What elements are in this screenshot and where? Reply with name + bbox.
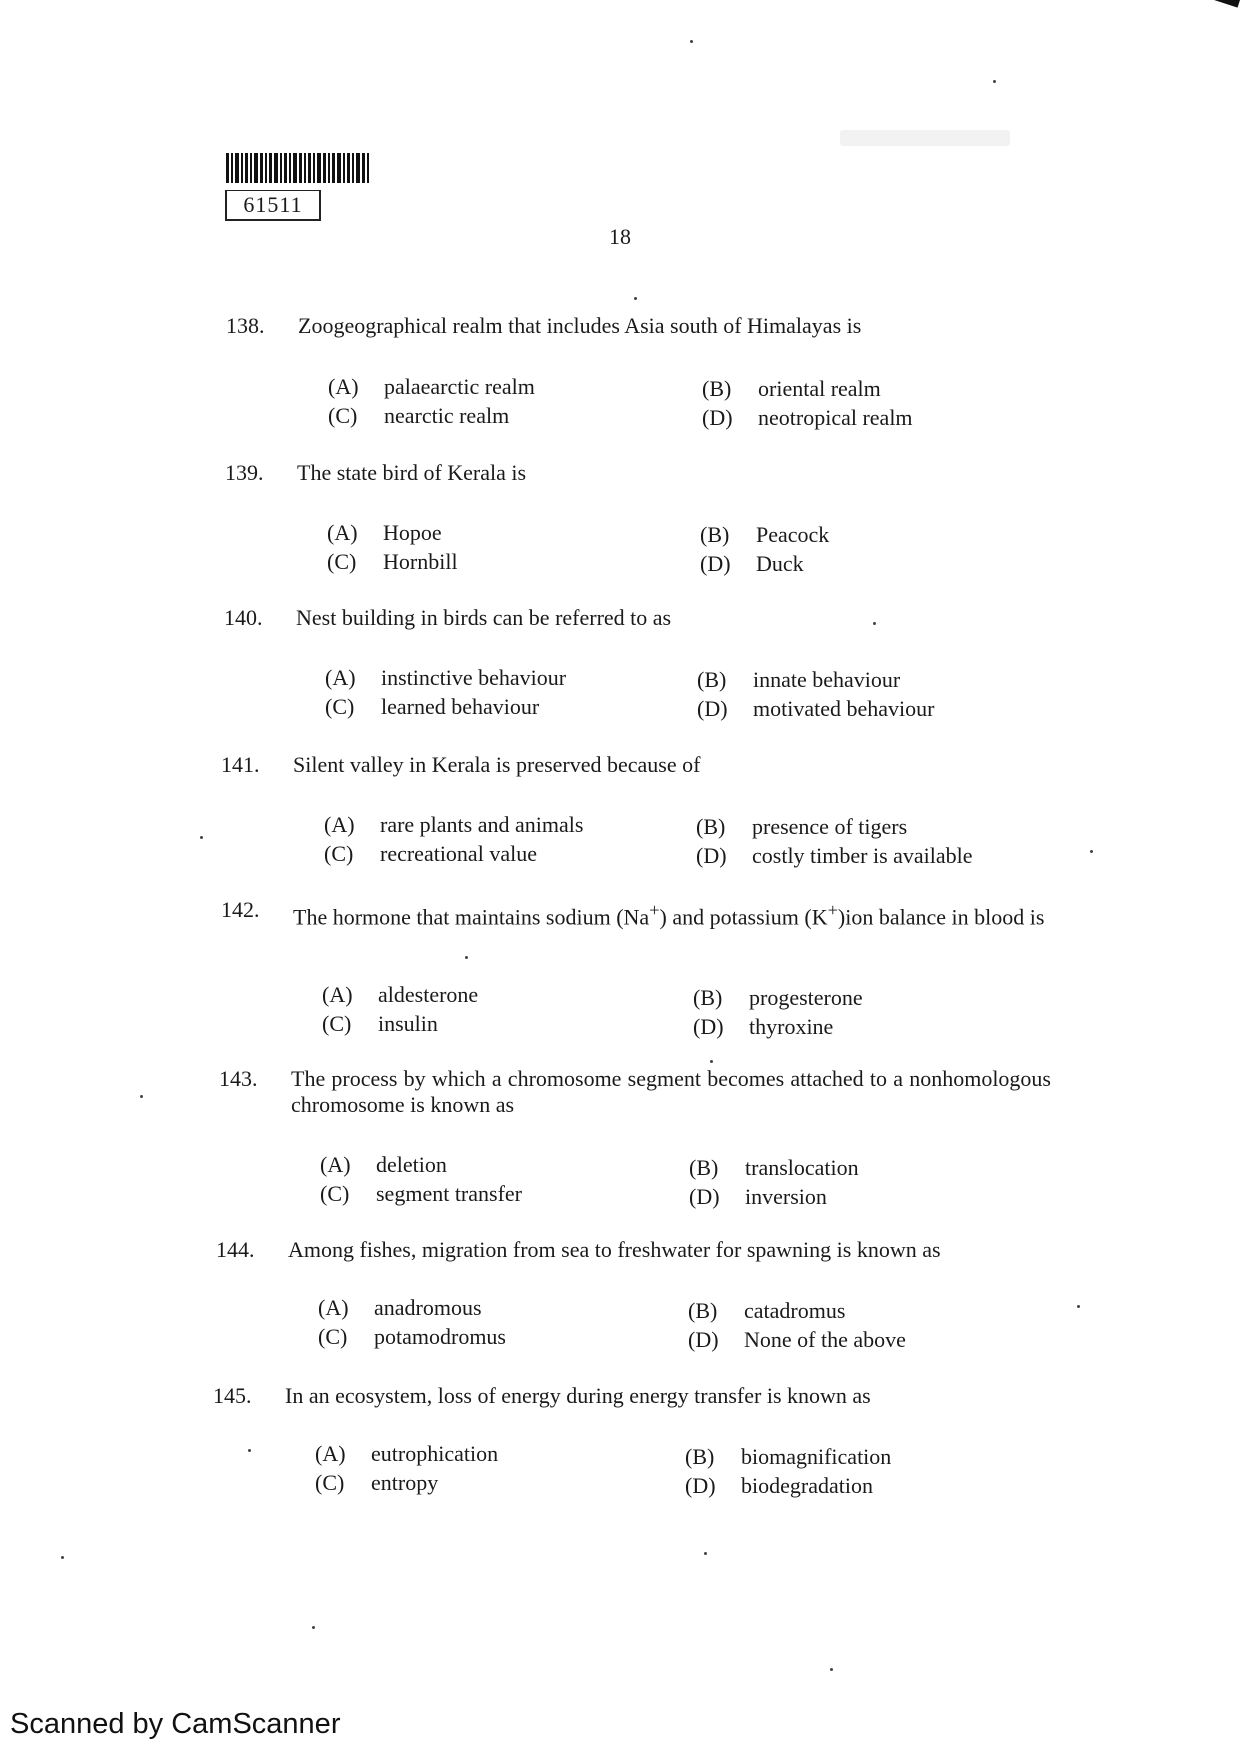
scan-speck [248,1449,251,1452]
option-text: Duck [756,551,804,576]
option-letter: (B) [685,1444,715,1469]
option-text: inversion [745,1184,827,1209]
option-letter: (D) [697,696,728,721]
scan-speck [1077,1305,1080,1308]
question-text: The state bird of Kerala is [297,460,527,485]
option-text: deletion [376,1152,447,1177]
question-text-part: ) and potassium (K [659,904,828,930]
paper-code-box: 61511 [225,190,321,221]
option-letter: (A) [318,1295,349,1320]
question-text: In an ecosystem, loss of energy during energy transfer is known as [285,1383,871,1408]
option-letter: (A) [328,374,359,399]
option-text: neotropical realm [758,405,913,430]
option-letter: (B) [696,814,726,839]
option-letter: (A) [320,1152,351,1177]
option-letter: (D) [693,1014,724,1039]
question-text: Silent valley in Kerala is preserved because of [293,752,701,777]
option-b [688,1298,845,1324]
option-letter: (C) [322,1011,352,1036]
scan-speck [61,1556,64,1559]
option-text: rare plants and animals [380,812,584,837]
scan-speck [830,1668,833,1671]
option-b [689,1155,859,1181]
option-text: aldesterone [378,982,479,1007]
option-a [318,1295,482,1321]
option-letter: (B) [689,1155,719,1180]
option-letter: (B) [700,522,730,547]
option-c [315,1470,438,1496]
question-text-part: The hormone that maintains sodium (Na [293,904,650,930]
scan-speck [140,1095,143,1098]
question-number: 139. [225,460,264,485]
option-d [688,1327,906,1353]
option-a [324,812,583,838]
option-text: Peacock [756,522,830,547]
option-text: translocation [745,1155,859,1180]
option-a [322,982,478,1008]
question-text: Among fishes, migration from sea to freshwater for spawning is known as [288,1237,941,1262]
option-letter: (D) [700,551,731,576]
scan-speck [710,1060,713,1063]
camscanner-watermark: Scanned by CamScanner [10,1708,341,1740]
option-d [693,1014,833,1040]
option-d [700,551,804,577]
option-letter: (C) [327,549,357,574]
question-text-part: )ion balance in blood is [837,904,1045,930]
option-text: None of the above [744,1327,906,1352]
option-text: nearctic realm [384,403,510,428]
option-c [318,1324,506,1350]
option-a [315,1441,498,1467]
scan-speck [1090,850,1093,853]
option-text: oriental realm [758,376,881,401]
option-letter: (B) [697,667,727,692]
option-d [696,843,973,869]
option-a [320,1152,447,1178]
option-letter: (B) [693,985,723,1010]
option-letter: (C) [320,1181,350,1206]
question-text: Zoogeographical realm that includes Asia south of Himalayas is [298,313,862,338]
question-text: The process by which a chromosome segment becomes attached to a nonhomologous chromosome is known as [291,1066,1051,1117]
question-number: 144. [216,1237,255,1262]
faint-stamp-mark [840,130,1010,146]
scan-speck [873,622,876,625]
option-b [702,376,881,402]
option-b [696,814,907,840]
option-text: presence of tigers [752,814,908,839]
option-letter: (C) [324,841,354,866]
corner-scan-mark [1211,0,1240,8]
question-number: 145. [213,1383,252,1408]
option-d [689,1184,827,1210]
scan-speck [704,1552,707,1555]
scan-speck [690,40,693,43]
option-letter: (D) [685,1473,716,1498]
option-c [322,1011,438,1037]
option-c [320,1181,522,1207]
question-number: 143. [219,1066,258,1091]
option-c [327,549,458,575]
option-text: progesterone [749,985,863,1010]
option-text: innate behaviour [753,667,901,692]
option-text: biomagnification [741,1444,892,1469]
option-text: costly timber is available [752,843,973,868]
option-b [685,1444,891,1470]
option-text: anadromous [374,1295,482,1320]
option-text: potamodromus [374,1324,506,1349]
option-letter: (A) [324,812,355,837]
scan-speck [465,956,468,959]
page-number: 18 [609,224,631,249]
option-text: segment transfer [376,1181,522,1206]
option-letter: (A) [327,520,358,545]
scan-speck [634,297,637,300]
option-text: motivated behaviour [753,696,935,721]
option-letter: (A) [325,665,356,690]
scan-speck [200,836,203,839]
option-letter: (D) [688,1327,719,1352]
option-text: entropy [371,1470,439,1495]
option-b [700,522,829,548]
option-text: recreational value [380,841,537,866]
option-letter: (A) [322,982,353,1007]
option-text: catadromus [744,1298,846,1323]
question-text: Nest building in birds can be referred to as [296,605,672,630]
question-number: 140. [224,605,263,630]
option-a [328,374,535,400]
option-d [702,405,913,431]
option-c [324,841,537,867]
option-text: insulin [378,1011,438,1036]
option-b [693,985,863,1011]
option-text: instinctive behaviour [381,665,567,690]
question-number: 138. [226,313,265,338]
superscript-plus: + [649,900,660,920]
option-text: thyroxine [749,1014,834,1039]
option-d [685,1473,873,1499]
barcode [226,153,386,183]
option-text: biodegradation [741,1473,873,1498]
option-letter: (C) [325,694,355,719]
option-letter: (B) [702,376,732,401]
option-c [325,694,539,720]
option-text: Hopoe [383,520,442,545]
option-letter: (C) [328,403,358,428]
option-c [328,403,509,429]
option-letter: (C) [318,1324,348,1349]
question-number: 141. [221,752,260,777]
superscript-plus: + [827,900,838,920]
question-number: 142. [221,897,260,922]
option-d [697,696,934,722]
option-b [697,667,900,693]
option-text: learned behaviour [381,694,540,719]
option-letter: (B) [688,1298,718,1323]
option-text: Hornbill [383,549,458,574]
option-text: eutrophication [371,1441,499,1466]
question-text [293,897,1053,930]
option-letter: (C) [315,1470,345,1495]
option-letter: (D) [696,843,727,868]
option-letter: (D) [689,1184,720,1209]
option-a [327,520,442,546]
option-text: palaearctic realm [384,374,535,399]
option-letter: (D) [702,405,733,430]
scan-speck [312,1626,315,1629]
scan-speck [993,80,996,83]
option-a [325,665,566,691]
option-letter: (A) [315,1441,346,1466]
